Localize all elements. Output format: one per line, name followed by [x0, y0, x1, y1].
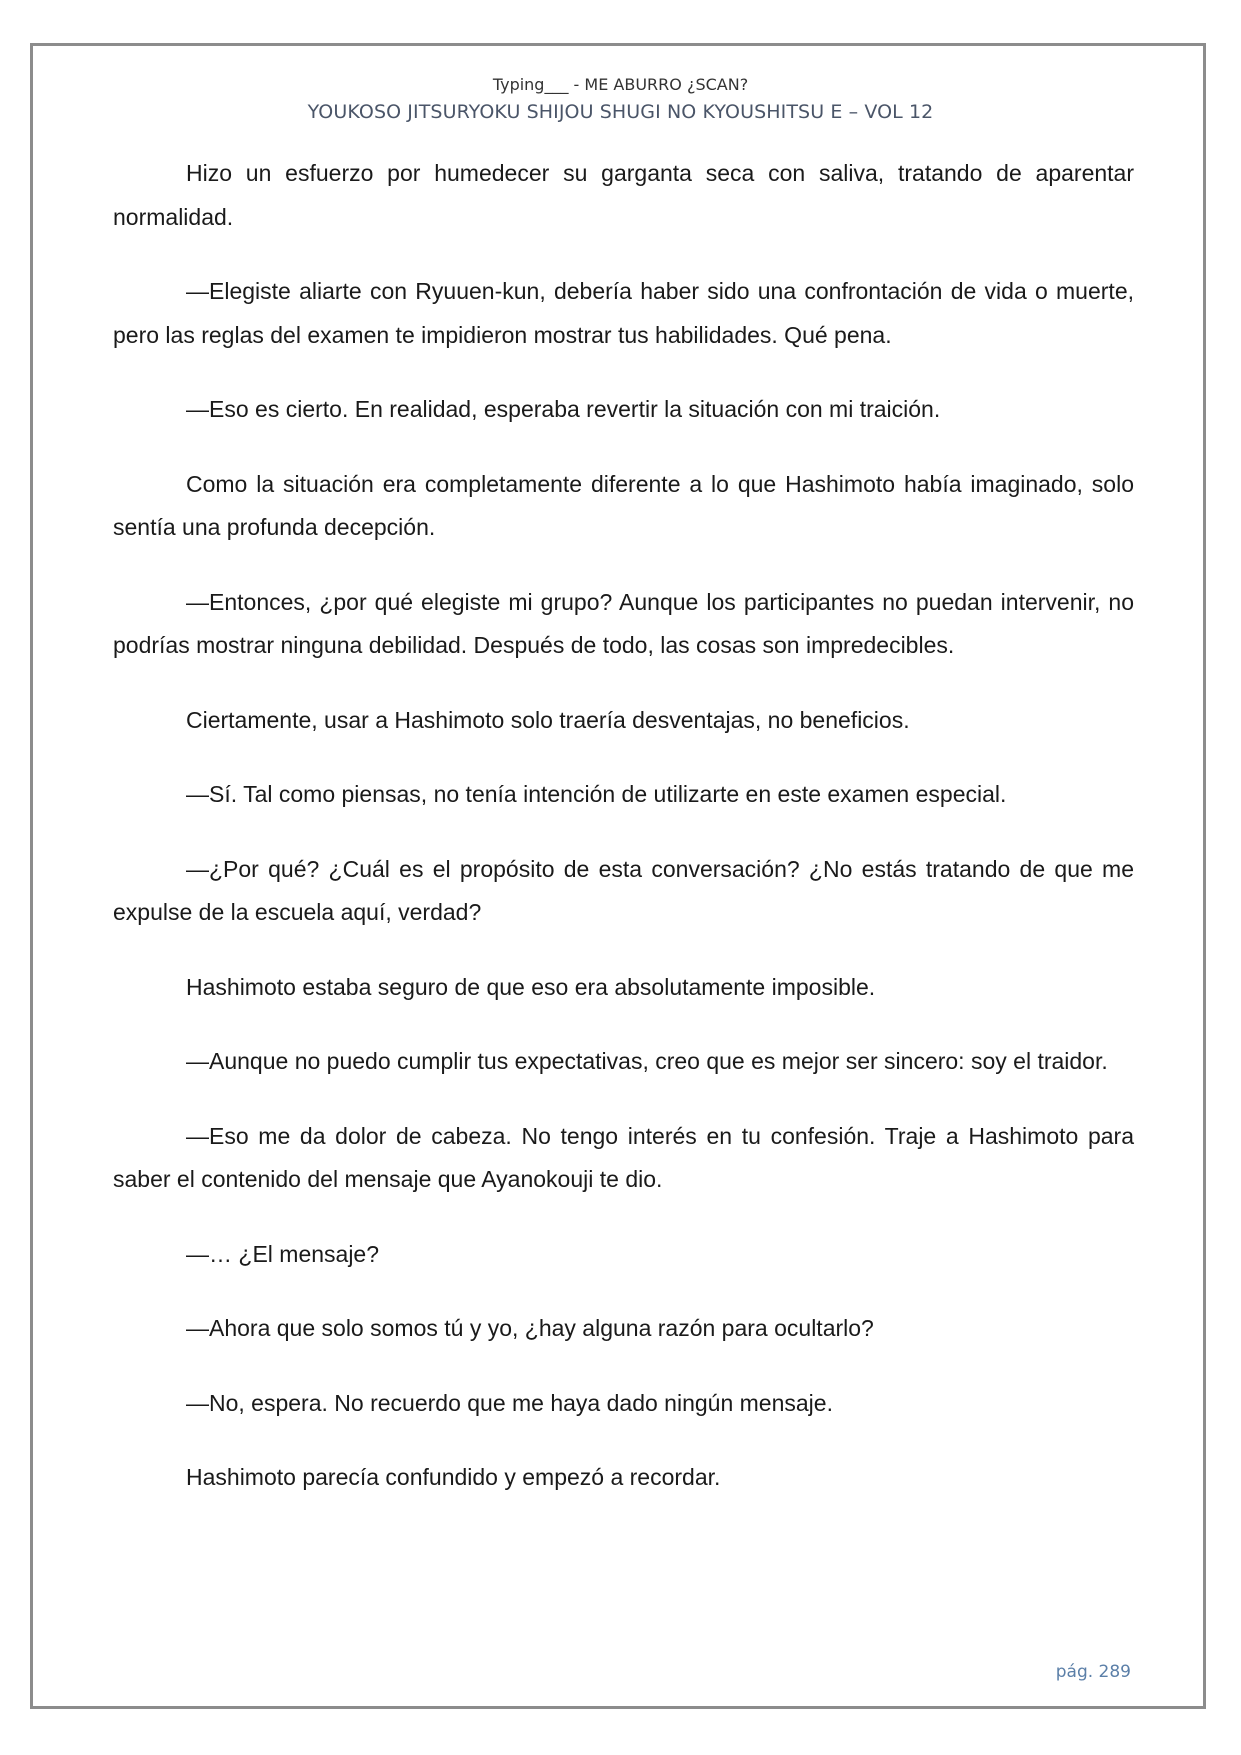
paragraph: Como la situación era completamente diferente a lo que Hashimoto había imaginado, solo sentía una profunda decepción.	[113, 470, 1134, 540]
paragraph: —¿Por qué? ¿Cuál es el propósito de esta conversación? ¿No estás tratando de que me expulse de la escuela aquí, verdad?	[113, 855, 1134, 925]
paragraph: —Sí. Tal como piensas, no tenía intención de utilizarte en este examen especial.	[186, 781, 1007, 807]
paragraph: Ciertamente, usar a Hashimoto solo traería desventajas, no beneficios.	[186, 706, 910, 733]
paragraph: —… ¿El mensaje?	[186, 1240, 380, 1267]
paragraph: —Eso es cierto. En realidad, esperaba revertir la situación con mi traición.	[186, 396, 941, 422]
paragraph: —Elegiste aliarte con Ryuuen-kun, debería haber sido una confrontación de vida o muerte, pero las reglas del examen te impidieron mostrar tus habilidades. Qué pena.	[113, 278, 1134, 348]
paragraph: Hashimoto estaba seguro de que eso era absolutamente imposible.	[186, 973, 876, 1000]
paragraph: —Aunque no puedo cumplir tus expectativas, creo que es mejor ser sincero: soy el traidor.	[186, 1048, 1108, 1074]
paragraph: —Ahora que solo somos tú y yo, ¿hay alguna razón para ocultarlo?	[186, 1315, 874, 1341]
paragraph: Hizo un esfuerzo por humedecer su garganta seca con saliva, tratando de aparentar normalidad.	[113, 160, 1134, 230]
page-body	[113, 152, 1134, 1531]
page-number: pág. 289	[1055, 1662, 1131, 1682]
paragraph: —Eso me da dolor de cabeza. No tengo interés en tu confesión. Traje a Hashimoto para saber el contenido del mensaje que Ayanokouji te dio.	[113, 1122, 1134, 1192]
header-book-title: YOUKOSO JITSURYOKU SHIJOU SHUGI NO KYOUSHITSU E – VOL 12	[307, 101, 934, 123]
header-scanlation-credit: Typing___ - ME ABURRO ¿SCAN?	[492, 75, 749, 94]
paragraph: —No, espera. No recuerdo que me haya dado ningún mensaje.	[186, 1389, 833, 1416]
paragraph: —Entonces, ¿por qué elegiste mi grupo? Aunque los participantes no puedan intervenir, no podrías mostrar ninguna debilidad. Después de todo, las cosas son impredecibles.	[113, 588, 1134, 658]
paragraph: Hashimoto parecía confundido y empezó a recordar.	[186, 1464, 721, 1490]
